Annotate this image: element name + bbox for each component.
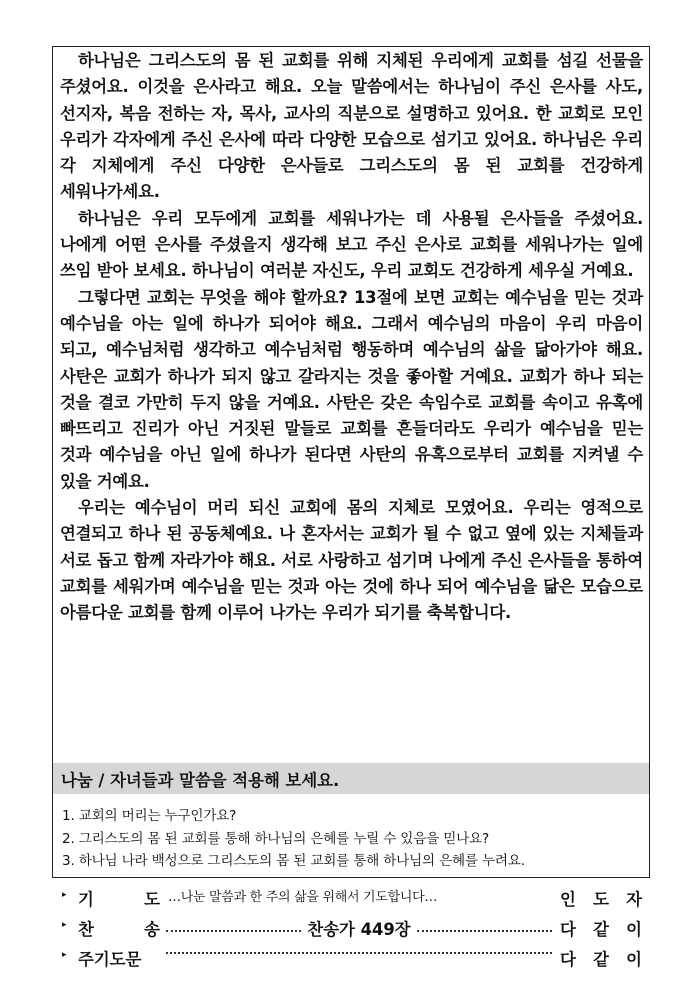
question-item-1: 1. 교회의 머리는 누구인가요? xyxy=(62,808,237,824)
hymn-label: 찬 송 xyxy=(78,920,160,939)
paragraph-4: 우리는 예수님이 머리 되신 교회에 몸의 지체로 모였어요. 우리는 영적으로 연결되고 하나 된 공동체예요. 나 혼자서는 교회가 될 수 없고 옆에 있는 지체들과 서로 돕고 함께 자라가야 해요. 서로 사랑하고 섬기며 나에게 주신 은사들을 통하여 교회를 세워가며 예수님을 믿는 것과 아는 것에 하나 되어 예수님을 닮은 모습으로 아름다운 교회를 함께 이루어 나가는 우리가 되기를 축복합니다. xyxy=(60,498,643,623)
prayer-label: 기 도 xyxy=(78,890,160,909)
triangle-bullet-icon: ▸ xyxy=(62,890,67,900)
lords-prayer-label: 주기도문 xyxy=(78,950,142,969)
prayer-description: …나눈 말씀과 한 주의 삶을 위해서 기도합니다… xyxy=(168,890,438,905)
sharing-question-list xyxy=(62,805,647,873)
sharing-title: 나눔 / 자녀들과 말씀을 적용해 보세요. xyxy=(61,771,340,790)
order-row-lords-prayer xyxy=(62,944,644,972)
paragraph-3: 그렇다면 교회는 무엇을 해야 할까요? 13절에 보면 교회는 예수님을 믿는 것과 예수님을 아는 일에 하나가 되어야 해요. 그래서 예수님의 마음이 우리 마음이 되고, 예수님처럼 생각하고 예수님처럼 행동하며 예수님의 삶을 닮아가야 해요. 사탄은 교회가 하나가 되지 않고 갈라지는 것을 좋아할 거예요. 교회가 하나 되는 것을 결코 가만히 두지 않을 거예요. 사탄은 갖은 속임수로 교회를 속이고 유혹에 빠뜨리고 진리가 아닌 거짓된 말들로 교회를 흔들더라도 우리가 예수님을 믿는 것과 예수님을 아닌 일에 하나가 된다면 사탄의 유혹으로부터 교회를 지켜낼 수 있을 거예요. xyxy=(60,287,643,491)
hymn-row xyxy=(166,916,552,940)
hymn-number: 찬송가 449장 xyxy=(307,920,411,939)
question-item-2: 2. 그리스도의 몸 된 교회를 통해 하나님의 은혜를 누릴 수 있음을 믿나요? xyxy=(62,830,489,847)
paragraph-1: 하나님은 그리스도의 몸 된 교회를 위해 지체된 우리에게 교회를 섬길 선물을 주셨어요. 이것을 은사라고 해요. 오늘 말씀에서는 하나님이 주신 은사를 사도, 선지자, 복음 전하는 자, 목사, 교사의 직분으로 설명하고 있어요. 한 교회로 모인 우리가 각자에게 주신 은사에 따라 다양한 모습으로 섬기고 있어요. 하나님은 우리 각 지체에게 주신 다양한 은사들로 그리스도의 몸 된 교회를 건강하게 세워나가세요. xyxy=(60,51,643,202)
lords-prayer-row xyxy=(166,946,552,954)
hymn-leader: 다 같 이 xyxy=(560,920,642,939)
paragraph-2: 하나님은 우리 모두에게 교회를 세워나가는 데 사용될 은사들을 주셨어요. 나에게 어떤 은사를 주셨을지 생각해 보고 주신 은사로 교회를 세워나가는 일에 쓰임 받아 보세요. 하나님이 여러분 자신도, 우리 교회도 건강하게 세우실 거예요. xyxy=(60,208,643,281)
sermon-body xyxy=(60,48,643,627)
prayer-leader: 인 도 자 xyxy=(560,890,642,909)
triangle-bullet-icon: ▸ xyxy=(62,950,67,960)
lords-prayer-leader: 다 같 이 xyxy=(560,950,642,969)
dot-leader xyxy=(166,952,552,954)
dot-leader xyxy=(417,930,552,932)
question-item-3: 3. 하나님 나라 백성으로 그리스도의 몸 된 교회를 통해 하나님의 은혜를 누려요. xyxy=(62,853,525,869)
triangle-bullet-icon: ▸ xyxy=(62,920,67,930)
prayer-description-row xyxy=(166,886,552,905)
order-row-prayer xyxy=(62,884,644,912)
sharing-header-bar xyxy=(53,763,649,794)
dot-leader xyxy=(166,930,301,932)
order-row-hymn xyxy=(62,914,644,942)
